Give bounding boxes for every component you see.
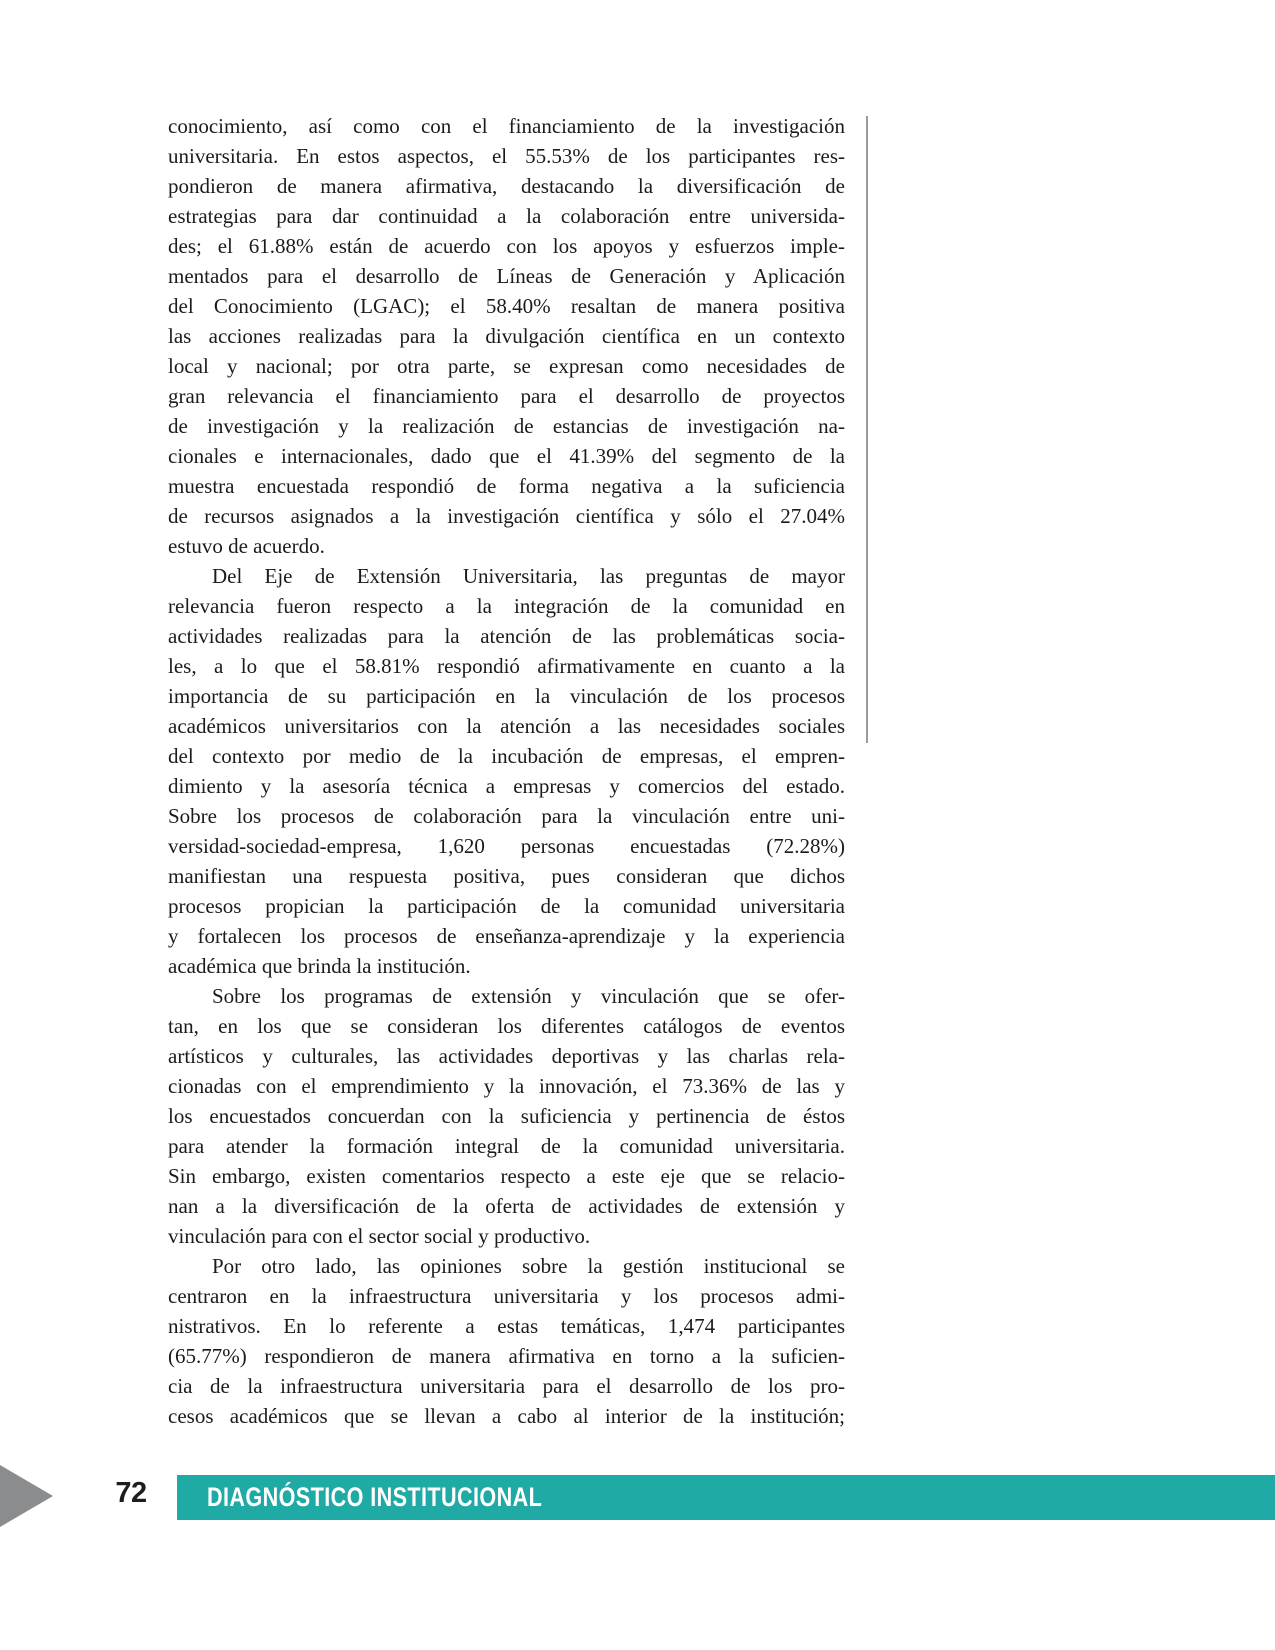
- text-line: (65.77%) respondieron de manera afirmativa en torno a la suficien-: [168, 1344, 845, 1368]
- arrow-icon: [0, 1465, 53, 1527]
- text-line: cionales e internacionales, dado que el 41.39% del segmento de la: [168, 444, 845, 468]
- text-line: actividades realizadas para la atención de las problemáticas socia-: [168, 624, 845, 648]
- text-line: académica que brinda la institución.: [168, 954, 471, 978]
- text-line: local y nacional; por otra parte, se expresan como necesidades de: [168, 354, 845, 378]
- text-line: Del Eje de Extensión Universitaria, las preguntas de mayor: [212, 564, 845, 588]
- text-line: Sobre los procesos de colaboración para la vinculación entre uni-: [168, 804, 845, 828]
- text-line: versidad-sociedad-empresa, 1,620 personas encuestadas (72.28%): [168, 834, 845, 858]
- text-line: nan a la diversificación de la oferta de actividades de extensión y: [168, 1194, 845, 1218]
- text-line: estuvo de acuerdo.: [168, 534, 325, 558]
- text-line: del Conocimiento (LGAC); el 58.40% resaltan de manera positiva: [168, 294, 845, 318]
- text-line: académicos universitarios con la atención a las necesidades sociales: [168, 714, 845, 738]
- body-text: [168, 111, 845, 1431]
- text-line: mentados para el desarrollo de Líneas de Generación y Aplicación: [168, 264, 845, 288]
- text-line: des; el 61.88% están de acuerdo con los apoyos y esfuerzos imple-: [168, 234, 845, 258]
- text-line: los encuestados concuerdan con la suficiencia y pertinencia de éstos: [168, 1104, 845, 1128]
- text-line: para atender la formación integral de la comunidad universitaria.: [168, 1134, 845, 1158]
- text-line: dimiento y la asesoría técnica a empresas y comercios del estado.: [168, 774, 845, 798]
- text-line: pondieron de manera afirmativa, destacando la diversificación de: [168, 174, 845, 198]
- text-line: procesos propician la participación de la comunidad universitaria: [168, 894, 845, 918]
- text-line: estrategias para dar continuidad a la colaboración entre universida-: [168, 204, 845, 228]
- footer-bar: [177, 1475, 1275, 1520]
- text-line: Sin embargo, existen comentarios respecto a este eje que se relacio-: [168, 1164, 845, 1188]
- text-line: tan, en los que se consideran los diferentes catálogos de eventos: [168, 1014, 845, 1038]
- text-line: vinculación para con el sector social y productivo.: [168, 1224, 591, 1248]
- margin-change-rule: [866, 116, 868, 743]
- text-line: centraron en la infraestructura universitaria y los procesos admi-: [168, 1284, 845, 1308]
- text-line: las acciones realizadas para la divulgación científica en un contexto: [168, 324, 845, 348]
- text-line: Por otro lado, las opiniones sobre la gestión institucional se: [212, 1254, 845, 1278]
- page-number: 72: [115, 1477, 147, 1509]
- text-line: nistrativos. En lo referente a estas temáticas, 1,474 participantes: [168, 1314, 845, 1338]
- text-line: artísticos y culturales, las actividades deportivas y las charlas rela-: [168, 1044, 845, 1068]
- text-line: del contexto por medio de la incubación de empresas, el empren-: [168, 744, 845, 768]
- text-line: de recursos asignados a la investigación científica y sólo el 27.04%: [168, 504, 845, 528]
- text-line: manifiestan una respuesta positiva, pues consideran que dichos: [168, 864, 845, 888]
- text-line: cionadas con el emprendimiento y la innovación, el 73.36% de las y: [168, 1074, 845, 1098]
- text-line: les, a lo que el 58.81% respondió afirmativamente en cuanto a la: [168, 654, 845, 678]
- text-line: cesos académicos que se llevan a cabo al interior de la institución;: [168, 1404, 845, 1428]
- text-line: gran relevancia el financiamiento para el desarrollo de proyectos: [168, 384, 845, 408]
- text-line: y fortalecen los procesos de enseñanza-aprendizaje y la experiencia: [168, 924, 845, 948]
- text-line: Sobre los programas de extensión y vinculación que se ofer-: [212, 984, 845, 1008]
- text-line: conocimiento, así como con el financiamiento de la investigación: [168, 114, 845, 138]
- footer-section-title: DIAGNÓSTICO INSTITUCIONAL: [207, 1482, 543, 1512]
- text-line: cia de la infraestructura universitaria para el desarrollo de los pro-: [168, 1374, 845, 1398]
- text-line: universitaria. En estos aspectos, el 55.53% de los participantes res-: [168, 144, 845, 168]
- text-line: muestra encuestada respondió de forma negativa a la suficiencia: [168, 474, 845, 498]
- text-line: de investigación y la realización de estancias de investigación na-: [168, 414, 845, 438]
- text-line: importancia de su participación en la vinculación de los procesos: [168, 684, 845, 708]
- text-line: relevancia fueron respecto a la integración de la comunidad en: [168, 594, 845, 618]
